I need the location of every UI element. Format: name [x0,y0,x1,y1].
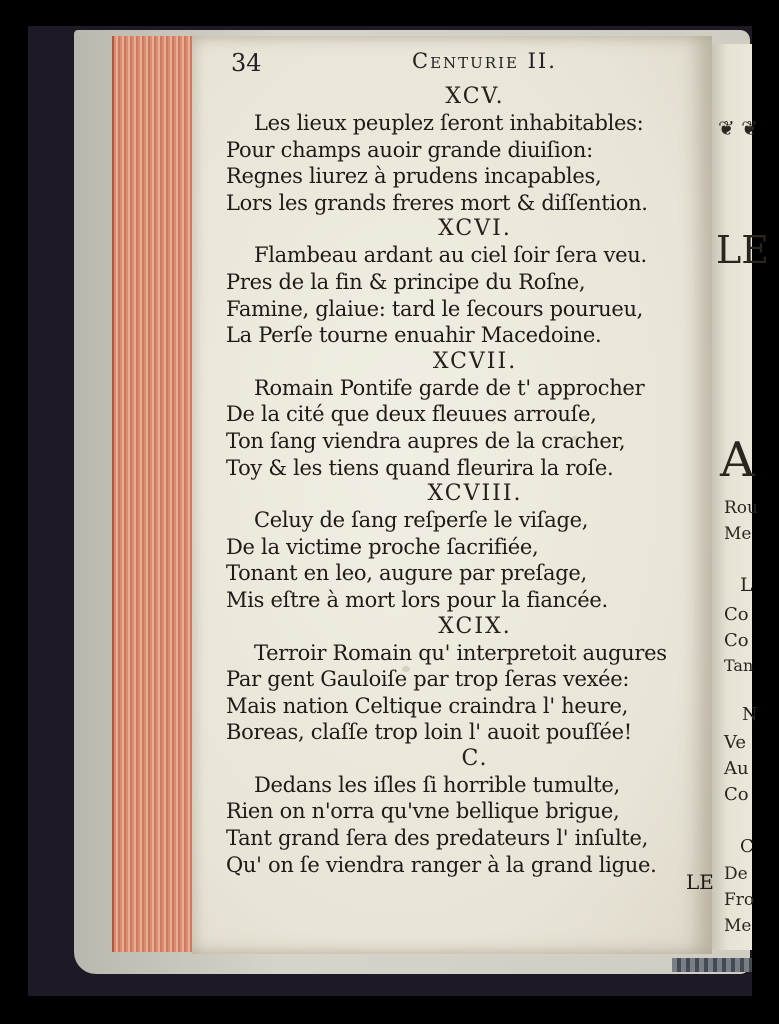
verse-line: Terroir Romain qu' interpretoit augures [254,640,667,665]
verse-line: Romain Pontife garde de t' approcher [254,375,645,400]
facing-cap: N [742,704,758,725]
quatrain [226,481,696,613]
facing-page [712,44,769,950]
verse-line: Flambeau ardant au ciel ſoir ſera veu. [254,243,647,268]
facing-line: Co [724,784,749,805]
facing-line: Tan [724,656,754,675]
verse-line: Dedans les iſles ſi horrible tumulte, [254,772,620,797]
running-title: Centurie II. [412,49,557,73]
facing-initial: A [720,432,755,488]
verse-line: Regnes liurez à prudens incapables, [226,164,602,189]
verse-line: Rien on n'orra qu'vne bellique brigue, [226,799,620,824]
verse-line: La Perſe tourne enuahir Macedoine. [226,323,602,348]
verse-line: De la cité que deux fleuues arrouſe, [226,402,597,427]
facing-line: Rou [724,498,758,518]
quatrain [226,349,696,481]
verse-line: Les lieux peuplez ſeront inhabitables: [254,111,644,135]
quatrain-numeral: XCV. [445,84,505,109]
verse-line: Tonant en leo, augure par preſage, [226,561,587,586]
verse-line: Lors les grands freres mort & diſſention. [226,190,648,215]
verse-line: Pour champs auoir grande diuiſion: [226,137,593,162]
verse-line: Boreas, claſſe trop loin l' auoit pouſſée! [226,720,632,745]
quatrain-numeral: XCVI. [438,216,512,242]
facing-line: Co [724,604,749,625]
verse-line: Tant grand ſera des predateurs l' inſulte, [226,826,649,851]
catchword: LE [686,870,714,894]
quatrain [226,216,696,348]
facing-line: Me [724,524,752,544]
verse-line: Mais nation Celtique craindra l' heure, [226,693,628,718]
verse-line: Ton ſang viendra aupres de la cracher, [226,428,626,453]
facing-line: Me [724,916,752,936]
facing-line: Co [724,630,749,651]
bottom-strip [672,958,752,972]
quatrain-numeral: XCVII. [432,348,518,374]
facing-line: Ve [724,732,746,753]
facing-line: De [724,864,748,884]
facing-cap: C [740,836,754,857]
quatrain-numeral: XCVIII. [427,481,523,507]
page-number: 34 [231,49,262,77]
verse-line: De la victime proche ſacrifiée, [226,534,539,559]
quatrain [226,746,696,878]
facing-line: Fro [724,890,755,910]
facing-title: LE [716,228,769,272]
quatrain [226,84,696,216]
quatrain-numeral: XCIX. [438,613,512,639]
verse-line: Celuy de ſang reſperſe le viſage, [254,508,589,533]
verse-line: Famine, glaiue: tard le ſecours pourueu, [226,296,644,321]
facing-cap: L [740,574,753,596]
verse-line: Toy & les tiens quand fleurira la roſe. [226,455,614,480]
quatrain [226,614,696,746]
verse-line: Mis eſtre à mort lors pour la fiancée. [226,587,608,612]
verse-line: Par gent Gauloiſe par trop ſeras vexée: [226,667,630,692]
page-edges [112,36,200,952]
verse-line: Pres de la fin & principe du Roſne, [226,269,586,294]
quatrain-text [226,84,696,878]
facing-ornament: ❦ ❦ [718,116,758,140]
quatrain-numeral: C. [461,745,489,771]
verse-line: Qu' on ſe viendra ranger à la grand ligue. [226,852,657,877]
facing-line: Au [724,758,749,779]
